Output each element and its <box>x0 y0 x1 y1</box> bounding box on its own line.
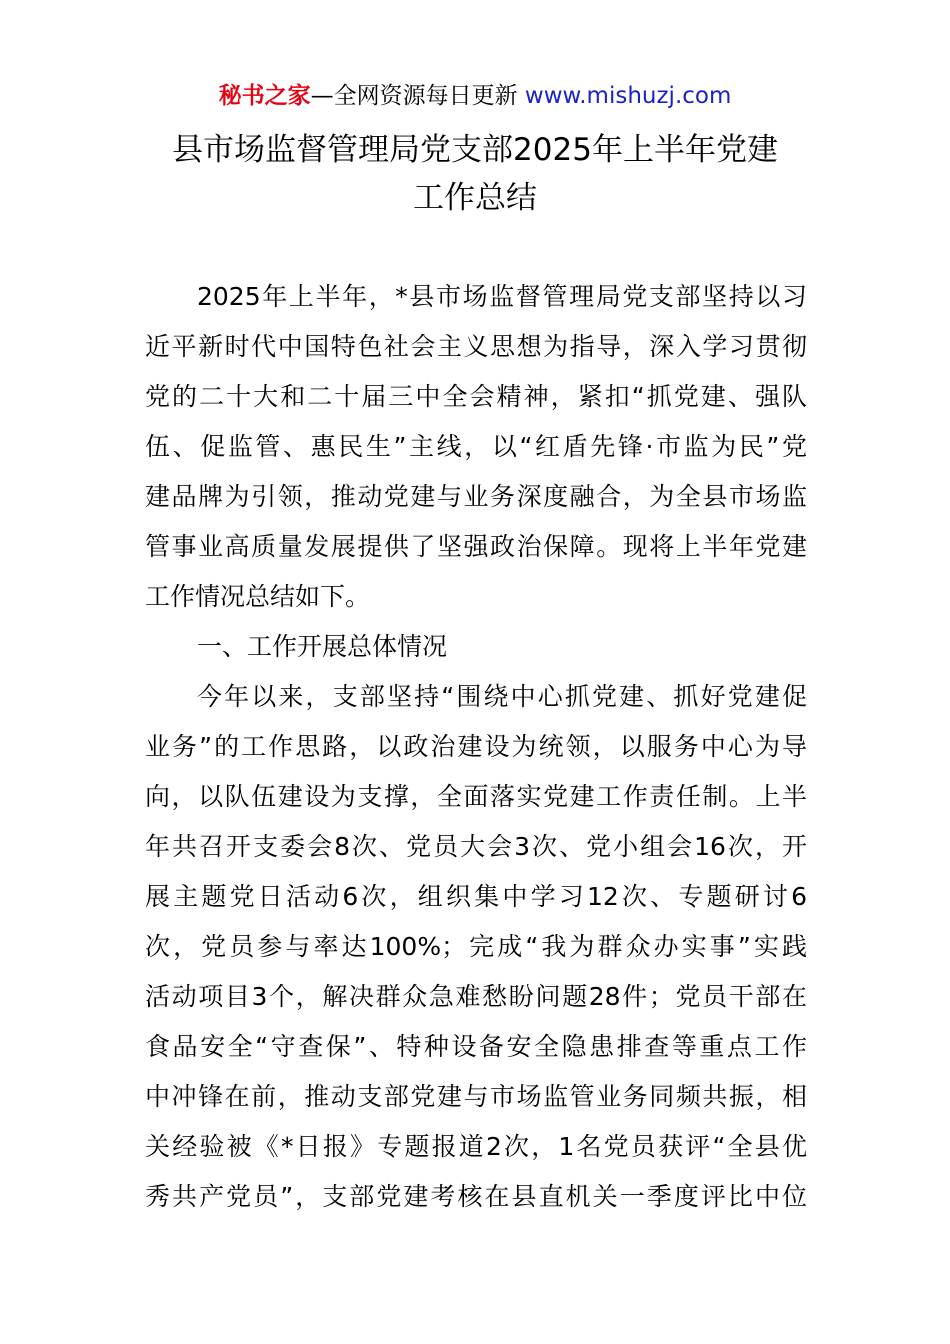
body-line: 中冲锋在前，推动支部党建与市场监管业务同频共振，相 <box>145 1082 807 1111</box>
body-line: 今年以来，支部坚持“围绕中心抓党建、抓好党建促 <box>197 682 807 711</box>
title-line-1: 县市场监督管理局党支部2025年上半年党建 <box>172 132 778 168</box>
brand-name: 秘书之家 <box>218 83 311 109</box>
body-line: 展主题党日活动6次，组织集中学习12次、专题研讨6 <box>145 882 807 911</box>
body-line: 年共召开支委会8次、党员大会3次、党小组会16次，开 <box>145 832 807 861</box>
body-line: 关经验被《*日报》专题报道2次，1名党员获评“全县优 <box>145 1132 807 1161</box>
body-line: 秀共产党员”，支部党建考核在县直机关一季度评比中位 <box>145 1182 807 1211</box>
body-line: 党的二十大和二十届三中全会精神，紧扣“抓党建、强队 <box>145 382 807 411</box>
site-header <box>0 78 950 114</box>
body-line: 次，党员参与率达100%；完成“我为群众办实事”实践 <box>145 932 807 961</box>
header-tagline: —全网资源每日更新 <box>310 83 518 109</box>
body-line: 伍、促监管、惠民生”主线，以“红盾先锋·市监为民”党 <box>145 432 807 461</box>
body-line: 2025年上半年，*县市场监督管理局党支部坚持以习 <box>197 282 807 311</box>
title-line-2: 工作总结 <box>413 180 537 216</box>
body-line: 建品牌为引领，推动党建与业务深度融合，为全县市场监 <box>145 482 807 511</box>
body-line: 工作情况总结如下。 <box>145 582 371 611</box>
body-line: 近平新时代中国特色社会主义思想为指导，深入学习贯彻 <box>145 332 807 361</box>
site-url-link[interactable]: www.mishuzj.com <box>524 83 732 109</box>
body-line: 向，以队伍建设为支撑，全面落实党建工作责任制。上半 <box>145 782 807 811</box>
body-line: 管事业高质量发展提供了坚强政治保障。现将上半年党建 <box>145 532 807 561</box>
section-heading: 一、工作开展总体情况 <box>197 632 448 661</box>
body-line: 活动项目3个，解决群众急难愁盼问题28件；党员干部在 <box>145 982 807 1011</box>
body-line: 食品安全“守查保”、特种设备安全隐患排查等重点工作 <box>145 1032 807 1061</box>
document-title <box>0 126 950 222</box>
body-line: 业务”的工作思路，以政治建设为统领，以服务中心为导 <box>145 732 807 761</box>
